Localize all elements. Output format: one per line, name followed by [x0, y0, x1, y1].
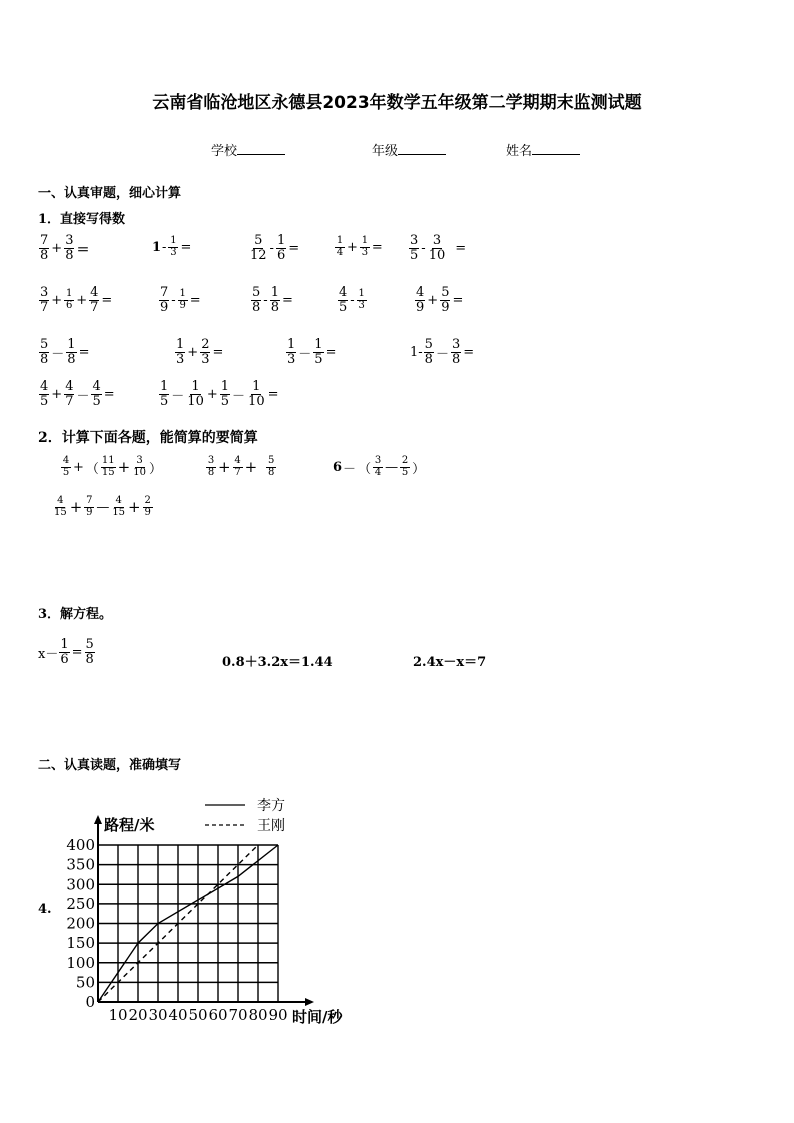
- x-tick-label: 30: [148, 1006, 168, 1024]
- q2-expr-4: $\frac{4}{15}$ + $\frac{7}{9}$ — $\frac{4}{15}$ + $\frac{2}{9}$: [54, 495, 151, 518]
- q3-equation-2: 0.8＋3.2x＝1.44: [222, 655, 333, 670]
- name-blank: [532, 141, 580, 155]
- question-2-label: 2．计算下面各题，能简算的要简算: [38, 430, 258, 446]
- x-tick-label: 50: [188, 1006, 208, 1024]
- grade-field[interactable]: [372, 140, 446, 159]
- q1-expr-5: $\frac{3}{5}$ - $\frac{3}{10}$ =: [410, 233, 467, 263]
- y-tick-label: 350: [66, 855, 95, 874]
- name-label: 姓名: [506, 144, 533, 159]
- school-label: 学校: [211, 144, 238, 159]
- q1-expr-3: $\frac{5}{12}$ - $\frac{1}{6}$ =: [250, 233, 300, 263]
- q2-expr-2: $\frac{3}{8}$ + $\frac{4}{7}$ + $\frac{5}{8}$: [207, 455, 275, 478]
- grade-blank: [398, 141, 446, 155]
- x-tick-label: 90: [268, 1006, 288, 1024]
- q3-equation-3: 2.4x－x＝7: [413, 655, 487, 670]
- chart-axes: [94, 815, 314, 1006]
- q1-expr-14: 1- $\frac{5}{8}$ － $\frac{3}{8}$ =: [410, 337, 475, 367]
- chart-legend: [205, 797, 285, 834]
- grade-label: 年级: [372, 144, 399, 159]
- y-tick-label: 300: [66, 875, 95, 894]
- question-1-label: 1．直接写得数: [38, 212, 126, 227]
- y-tick-label: 100: [66, 953, 95, 972]
- name-field[interactable]: [506, 140, 580, 159]
- q1-expr-11: $\frac{5}{8}$ － $\frac{1}{8}$ =: [40, 337, 90, 367]
- q1-expr-6: $\frac{3}{7}$ + $\frac{1}{6}$ + $\frac{4}{7}$ =: [40, 285, 113, 315]
- school-blank: [237, 141, 285, 155]
- question-4-label: 4.: [38, 902, 52, 917]
- y-tick-label: 250: [66, 894, 95, 913]
- q1-expr-2: 1 - $\frac{1}{3}$ =: [152, 235, 192, 258]
- section-1-heading: 一、认真审题，细心计算: [38, 186, 182, 201]
- q1-expr-9: $\frac{4}{5}$ - $\frac{1}{3}$: [339, 285, 365, 315]
- y-tick-label: 200: [66, 914, 95, 933]
- x-axis-label: 时间/秒: [292, 1008, 343, 1026]
- y-tick-label: 50: [75, 973, 95, 992]
- x-tick-label: 80: [248, 1006, 268, 1024]
- q1-expr-4: $\frac{1}{4}$ + $\frac{1}{3}$ =: [336, 235, 383, 258]
- y-tick-label: 150: [66, 934, 95, 953]
- q1-expr-13: $\frac{1}{3}$ － $\frac{1}{5}$ =: [287, 337, 337, 367]
- y-tick-label: 400: [66, 836, 95, 854]
- x-tick-label: 10: [108, 1006, 128, 1024]
- x-tick-label: 20: [128, 1006, 148, 1024]
- x-tick-label: 70: [228, 1006, 248, 1024]
- q1-expr-8: $\frac{5}{8}$ - $\frac{1}{8}$ =: [252, 285, 293, 315]
- legend-label-1: 李方: [257, 798, 285, 814]
- q1-expr-15: $\frac{4}{5}$ + $\frac{4}{7}$ － $\frac{4}{5}$ =: [40, 379, 115, 409]
- x-tick-label: 40: [168, 1006, 188, 1024]
- q2-expr-1: $\frac{4}{5}$ + （ $\frac{11}{15}$ + $\frac{3}{10}$ ）: [62, 455, 162, 478]
- y-tick-label: 0: [85, 993, 95, 1011]
- q1-expr-7: $\frac{7}{9}$ - $\frac{1}{9}$ =: [160, 285, 201, 315]
- q3-equation-1: x－ $\frac{1}{6}$ = $\frac{5}{8}$: [38, 637, 94, 667]
- school-field[interactable]: [211, 140, 285, 159]
- y-axis-arrow: [94, 815, 102, 824]
- legend-label-2: 王刚: [257, 818, 285, 834]
- x-tick-label: 60: [208, 1006, 228, 1024]
- q1-expr-10: $\frac{4}{9}$ + $\frac{5}{9}$ =: [416, 285, 464, 315]
- question-3-label: 3．解方程。: [38, 607, 113, 622]
- x-axis-arrow: [305, 998, 314, 1006]
- y-axis-label: 路程/米: [104, 816, 155, 834]
- chart-grid: [98, 845, 278, 1002]
- q1-expr-16: $\frac{1}{5}$ － $\frac{1}{10}$ + $\frac{1}{5}$ － $\frac{1}{10}$ =: [160, 379, 279, 409]
- q1-expr-12: $\frac{1}{3}$ + $\frac{2}{3}$ =: [176, 337, 224, 367]
- page-title: 云南省临沧地区永德县2023年数学五年级第二学期期末监测试题: [152, 93, 642, 113]
- distance-time-chart: [60, 790, 370, 1040]
- q2-expr-3: 6 － （ $\frac{3}{4}$ — $\frac{2}{5}$ ）: [333, 455, 426, 478]
- q1-expr-1: $\frac{7}{8}$ + $\frac{3}{8}$ ＝: [40, 233, 90, 263]
- section-2-heading: 二、认真读题，准确填写: [38, 758, 182, 773]
